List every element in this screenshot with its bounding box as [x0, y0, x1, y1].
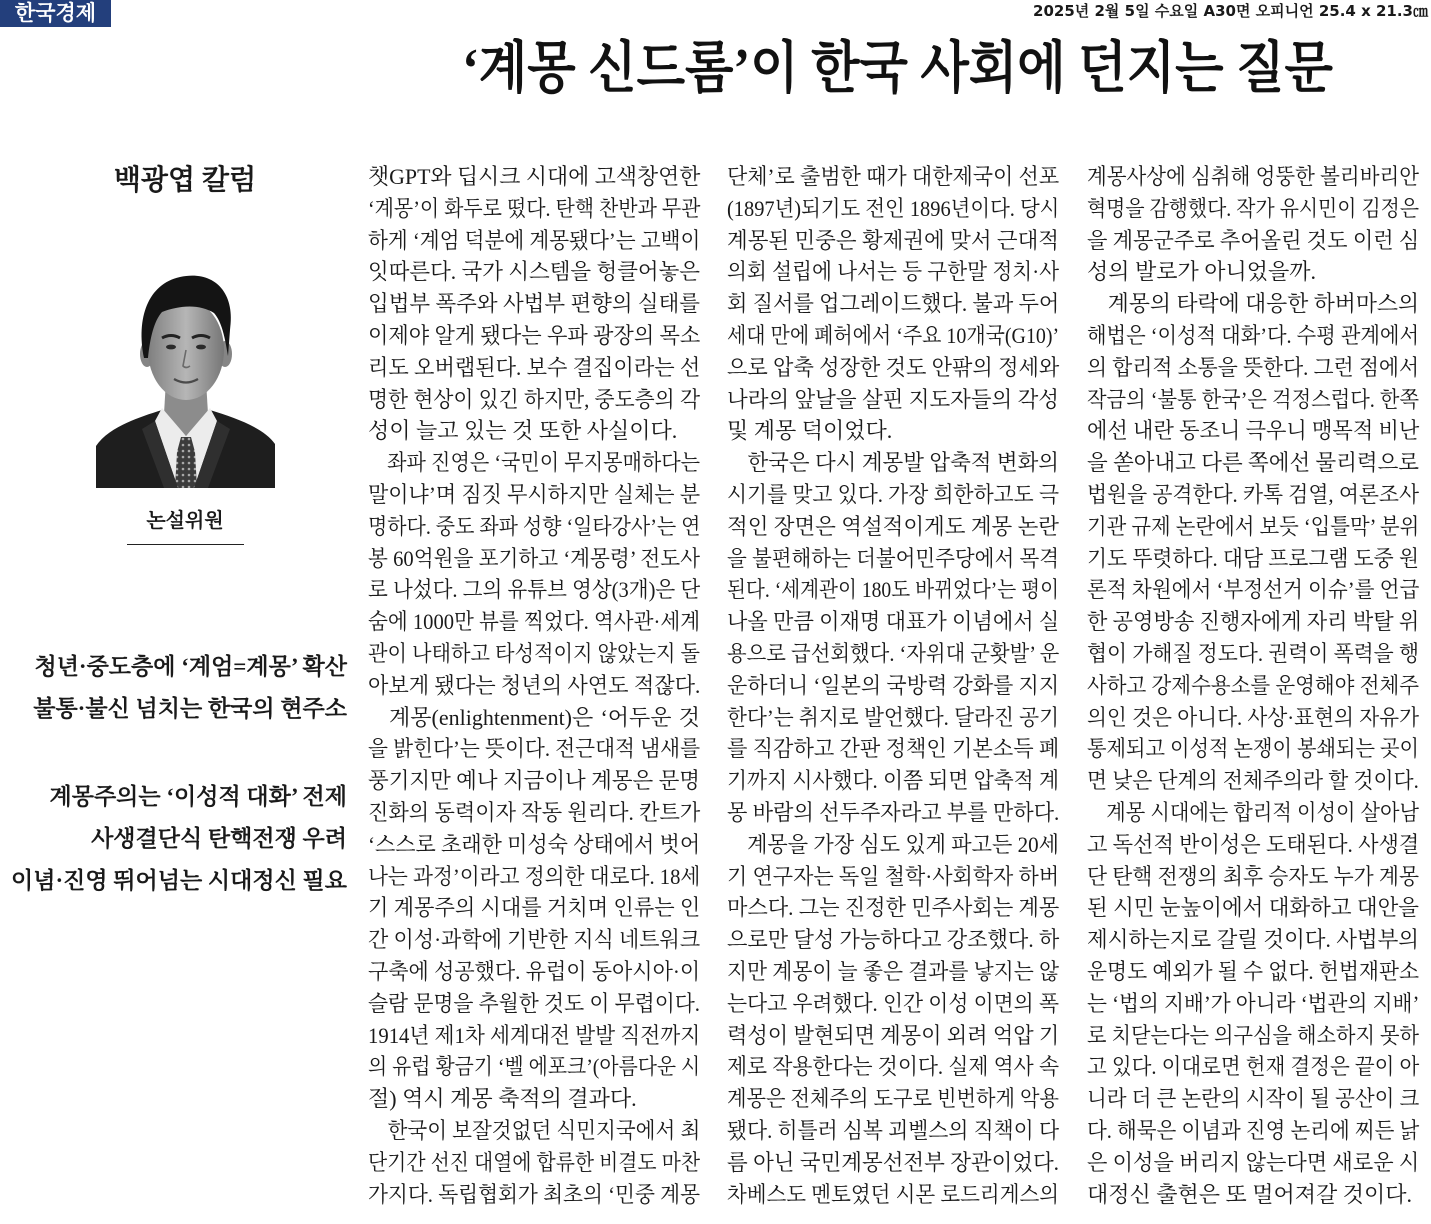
- issue-info: 2025년 2월 5일 수요일 A30면 오피니언 25.4 x 21.3㎝: [1033, 2, 1428, 20]
- article-line: 용으로 급선회했다. ‘자위대 군홧발’ 운: [727, 640, 1060, 666]
- article-line: 로 나섰다. 그의 유튜브 영상(3개)은 단: [368, 577, 701, 603]
- article-line: 은 이성을 버리지 않는다면 새로운 시: [1087, 1149, 1420, 1175]
- article-line: 된 시민 눈높이에서 대화하고 대안을: [1087, 895, 1419, 921]
- article-line: 의회 설립에 나서는 등 구한말 정치·사: [727, 259, 1059, 285]
- article-column-3: [1087, 161, 1419, 1210]
- article-line: 제로 작용한다는 것이다. 실제 역사 속: [727, 1054, 1059, 1080]
- article-paragraph: [368, 447, 700, 701]
- article-line: 마스다. 그는 진정한 민주사회는 계몽: [727, 895, 1060, 921]
- article-line: 기까지 시사했다. 이쯤 되면 압축적 계: [727, 768, 1059, 794]
- article-line: 고 독선적 반이성은 도태된다. 사생결: [1087, 831, 1420, 857]
- article-line: ‘스스로 초래한 미성숙 상태에서 벗어: [368, 831, 701, 857]
- article-line: 잇따른다. 국가 시스템을 헝클어놓은: [368, 259, 700, 285]
- article-line: 간 이성·과학에 기반한 지식 네트워크: [368, 927, 701, 953]
- article-line: 명하다. 중도 좌파 성향 ‘일타강사’는 연: [368, 513, 701, 539]
- article-line: 1914년 제1차 세계대전 발발 직전까지: [368, 1022, 701, 1048]
- article-line: 통제되고 이성적 논쟁이 봉쇄되는 곳이: [1087, 736, 1420, 762]
- article-line: 계몽의 타락에 대응한 하버마스의: [1107, 291, 1420, 317]
- article-line: 하게 ‘계엄 덕분에 계몽됐다’는 고백이: [368, 227, 701, 253]
- article-line: 으로 압축 성장한 것도 안팎의 정세와: [727, 354, 1060, 380]
- subheadline: 계몽주의는 ‘이성적 대화’ 전제: [49, 784, 347, 809]
- article-paragraph: [1087, 161, 1419, 288]
- article-line: 한국이 보잘것없던 식민지국에서 최: [387, 1117, 701, 1143]
- article-line: 로 치닫는다는 의구심을 해소하지 못하: [1087, 1022, 1420, 1048]
- article-line: 의인 것은 아니다. 사상·표현의 자유가: [1087, 704, 1419, 730]
- article-line: 좌파 진영은 ‘국민이 무지몽매하다는: [387, 450, 700, 476]
- article-line: 을 밝힌다’는 뜻이다. 전근대적 냄새를: [368, 736, 700, 762]
- article-line: 지만 계몽이 늘 좋은 결과를 낳지는 않: [727, 958, 1059, 984]
- article-line: 으로만 달성 가능하다고 강조했다. 하: [727, 927, 1060, 953]
- article-column-1: [368, 161, 700, 1210]
- article-line: 계몽 시대에는 합리적 이성이 살아남: [1106, 799, 1419, 825]
- article-line: 및 계몽 덕이었다.: [727, 418, 893, 444]
- article-line: 법원을 공격한다. 카톡 검열, 여론조사: [1087, 481, 1419, 507]
- article-line: 는다고 우려했다. 인간 이성 이면의 폭: [727, 990, 1059, 1016]
- article-line: 기관 규제 논란에서 보듯 ‘입틀막’ 분위: [1087, 513, 1420, 539]
- article-line: 고 있다. 이대로면 헌재 결정은 끝이 아: [1087, 1054, 1420, 1080]
- subheadline: 불통·불신 넘치는 한국의 현주소: [33, 696, 347, 721]
- article-line: 계몽사상에 심취해 엉뚱한 볼리바리안: [1087, 164, 1419, 189]
- article-line: 을 쏟아내고 다른 쪽에선 물리력으로: [1087, 450, 1419, 476]
- subheadline: 이념·진영 뛰어넘는 시대정신 필요: [11, 868, 347, 893]
- subheadline-group-1: [10, 646, 347, 730]
- article-line: 한국은 다시 계몽발 압축적 변화의: [747, 450, 1059, 476]
- author-title: 논설위원: [146, 510, 224, 532]
- photo-eye-right: [196, 345, 206, 350]
- article-line: 를 직감하고 간판 정책인 기본소득 폐: [727, 736, 1060, 762]
- article-line: 단체’로 출범한 때가 대한제국이 선포: [727, 164, 1060, 189]
- article-line: 는 ‘법의 지배’가 아니라 ‘법관의 지배’: [1087, 990, 1420, 1016]
- article-line: 성의 발로가 아니었을까.: [1087, 259, 1317, 285]
- article-line: 작금의 ‘불통 한국’은 걱정스럽다. 한쪽: [1087, 386, 1419, 412]
- article-line: 진화의 동력이자 작동 원리다. 칸트가: [368, 799, 701, 825]
- subheadline-group-2: [10, 776, 347, 902]
- article-line: 력성이 발현되면 계몽이 외려 억압 기: [727, 1022, 1060, 1048]
- article-line: 을 불편해하는 더불어민주당에서 목격: [727, 545, 1059, 571]
- article-line: 의 유럽 황금기 ‘벨 에포크’(아름다운 시: [368, 1054, 701, 1080]
- article-line: 대정신 출현은 또 멀어져갈 것이다.: [1087, 1181, 1413, 1207]
- article-line: 나라의 앞날을 살핀 지도자들의 각성: [727, 386, 1059, 412]
- article-column-2: [727, 161, 1059, 1210]
- article-line: 혁명을 감행했다. 작가 유시민이 김정은: [1087, 195, 1419, 221]
- article-line: 한다’는 취지로 발언했다. 달라진 공기: [727, 704, 1059, 730]
- article-line: 을 계몽군주로 추어올린 것도 이런 심: [1087, 227, 1420, 253]
- article-line: 성이 늘고 있는 것 또한 사실이다.: [368, 418, 678, 444]
- article-line: 계몽된 민중은 황제권에 맞서 근대적: [727, 227, 1059, 253]
- article-line: 론적 차원에서 ‘부정선거 이슈’를 언급: [1087, 577, 1420, 603]
- article-paragraph: [1087, 797, 1419, 1210]
- article-line: 슬람 문명을 추월한 것도 이 무렵이다.: [368, 990, 700, 1016]
- article-line: 니라 더 큰 논란의 시작이 될 공산이 크: [1087, 1086, 1420, 1112]
- article-line: 가지다. 독립협회가 최초의 ‘민중 계몽: [368, 1181, 700, 1207]
- article-paragraph: [368, 1115, 700, 1210]
- article-line: 이제야 알게 됐다는 우파 광장의 목소: [368, 322, 701, 348]
- article-line: 봉 60억원을 포기하고 ‘계몽령’ 전도사: [368, 545, 700, 571]
- article-line: 숨에 1000만 뷰를 찍었다. 역사관·세계: [368, 609, 701, 635]
- article-line: 해법은 ‘이성적 대화’다. 수평 관계에서: [1087, 322, 1419, 348]
- article-line: 면 낮은 단계의 전체주의라 할 것이다.: [1087, 768, 1419, 794]
- article-line: 한 공영방송 진행자에게 자리 박탈 위: [1087, 609, 1420, 635]
- author-underline: [127, 544, 244, 545]
- article-line: 몽 바람의 선두주자라고 부를 만하다.: [727, 799, 1060, 825]
- newspaper-logo: 한국경제: [0, 0, 111, 27]
- article-line: 아보게 됐다는 청년의 사연도 적잖다.: [368, 672, 701, 698]
- article-line: 나올 만큼 이재명 대표가 이념에서 실: [727, 609, 1060, 635]
- subheadline: 청년·중도층에 ‘계엄=계몽’ 확산: [34, 654, 347, 679]
- article-line: 세대 만에 폐허에서 ‘주요 10개국(G10)’: [727, 322, 1060, 348]
- article-line: 단 탄핵 전쟁의 최후 승자도 누가 계몽: [1087, 863, 1419, 889]
- article-paragraph: [727, 447, 1059, 829]
- headline: ‘계몽 신드롬’이 한국 사회에 던지는 질문: [462, 38, 1333, 100]
- article-line: 차베스도 멘토였던 시몬 로드리게스의: [727, 1181, 1059, 1207]
- article-line: 입법부 폭주와 사법부 편향의 실태를: [368, 291, 700, 317]
- article-line: 나는 과정’이라고 정의한 대로다. 18세: [368, 863, 701, 889]
- article-line: 사하고 강제수용소를 운영해야 전체주: [1087, 672, 1419, 698]
- article-line: 풍기지만 예나 지금이나 계몽은 문명: [368, 768, 700, 794]
- article-line: 기도 뚜렷하다. 대담 프로그램 도중 원: [1087, 545, 1419, 571]
- article-line: 의 합리적 소통을 뜻한다. 그런 점에서: [1087, 354, 1419, 380]
- subheadline: 사생결단식 탄핵전쟁 우려: [91, 826, 347, 851]
- article-line: 된다. ‘세계관이 180도 바뀌었다’는 평이: [727, 577, 1059, 603]
- article-line: 말이냐’며 짐짓 무시하지만 실체는 분: [368, 481, 701, 507]
- article-line: 관이 나태하고 타성적이지 않았는지 돌: [368, 640, 701, 666]
- article-line: 에선 내란 동조니 극우니 맹목적 비난: [1087, 418, 1420, 444]
- article-line: 챗GPT와 딥시크 시대에 고색창연한: [368, 164, 701, 189]
- photo-eye-left: [166, 345, 176, 350]
- article-line: 단기간 선진 대열에 합류한 비결도 마찬: [368, 1149, 700, 1175]
- columnist-photo: [96, 268, 275, 488]
- article-paragraph: [727, 161, 1059, 447]
- article-line: 계몽을 가장 심도 있게 파고든 20세: [747, 831, 1059, 857]
- article-paragraph: [1087, 288, 1419, 797]
- article-line: 명한 현상이 있긴 하지만, 중도층의 각: [368, 386, 700, 412]
- article-paragraph: [727, 829, 1059, 1211]
- article-line: 제시하는지로 갈릴 것이다. 사법부의: [1087, 927, 1419, 953]
- article-line: 적인 장면은 역설적이게도 계몽 논란: [727, 513, 1059, 539]
- article-line: 운하더니 ‘일본의 국방력 강화를 지지: [727, 672, 1060, 698]
- article-line: 계몽(enlightenment)은 ‘어두운 것: [389, 704, 700, 730]
- article-line: 기 계몽주의 시대를 거치며 인류는 인: [368, 895, 701, 921]
- article-paragraph: [368, 161, 700, 447]
- article-line: 협이 가해질 정도다. 권력이 폭력을 행: [1087, 640, 1419, 666]
- article-line: 기 연구자는 독일 철학·사회학자 하버: [727, 863, 1060, 889]
- article-line: 계몽은 전체주의 도구로 빈번하게 악용: [727, 1086, 1060, 1112]
- article-line: 리도 오버랩된다. 보수 결집이라는 선: [368, 354, 701, 380]
- article-line: 시기를 맞고 있다. 가장 희한하고도 극: [727, 481, 1059, 507]
- article-line: 운명도 예외가 될 수 없다. 헌법재판소: [1087, 958, 1419, 984]
- article-line: 됐다. 히틀러 심복 괴벨스의 직책이 다: [727, 1117, 1059, 1143]
- article-line: 구축에 성공했다. 유럽이 동아시아·이: [368, 958, 701, 984]
- article-paragraph: [368, 702, 700, 1115]
- column-name: 백광엽 칼럼: [113, 165, 257, 196]
- article-line: 다. 해묵은 이념과 진영 논리에 찌든 낡: [1087, 1117, 1420, 1143]
- article-line: 회 질서를 업그레이드했다. 불과 두어: [727, 291, 1060, 317]
- article-line: (1897년)되기도 전인 1896년이다. 당시: [727, 195, 1060, 221]
- article-line: 름 아닌 국민계몽선전부 장관이었다.: [727, 1149, 1059, 1175]
- article-line: 절) 역시 계몽 축적의 결과다.: [368, 1086, 637, 1112]
- article-line: ‘계몽’이 화두로 떴다. 탄핵 찬반과 무관: [368, 195, 701, 221]
